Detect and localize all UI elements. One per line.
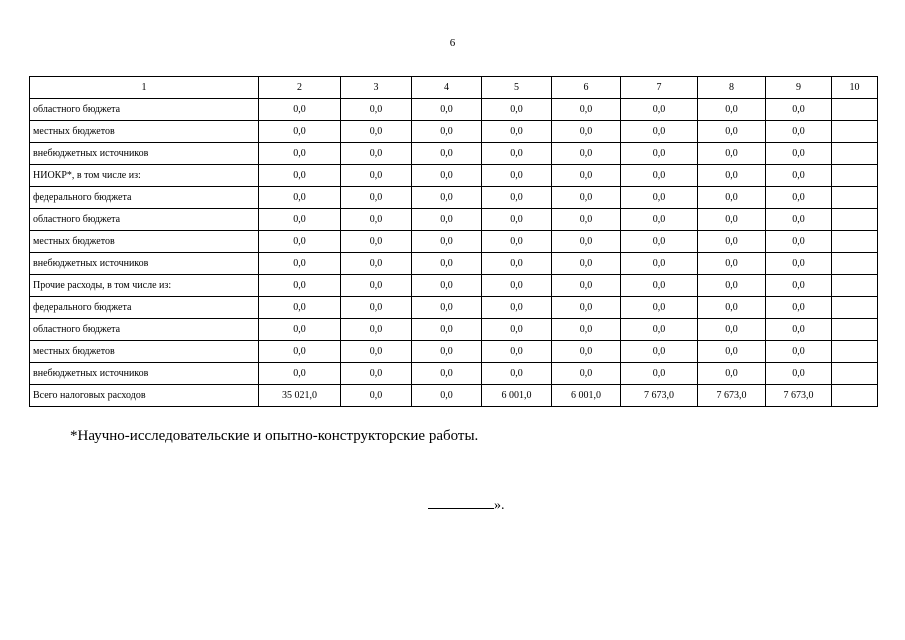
column-header: 10 (832, 77, 878, 99)
table-cell: 0,0 (552, 165, 621, 187)
column-header: 6 (552, 77, 621, 99)
table-cell: 0,0 (412, 231, 482, 253)
table-cell-empty (832, 363, 878, 385)
table-cell: 0,0 (412, 341, 482, 363)
table-row (30, 209, 878, 231)
table-cell-empty (832, 99, 878, 121)
row-label: местных бюджетов (30, 231, 259, 253)
table-cell: 0,0 (621, 253, 698, 275)
table-cell: 0,0 (621, 143, 698, 165)
closing-signature (428, 496, 505, 514)
table-cell: 0,0 (621, 187, 698, 209)
row-label: областного бюджета (30, 319, 259, 341)
table-cell: 0,0 (698, 297, 766, 319)
table-cell: 0,0 (341, 275, 412, 297)
table-cell: 0,0 (621, 99, 698, 121)
table-cell: 0,0 (698, 187, 766, 209)
table-cell-empty (832, 319, 878, 341)
row-label: местных бюджетов (30, 341, 259, 363)
table-cell: 0,0 (698, 275, 766, 297)
row-label: местных бюджетов (30, 121, 259, 143)
table-cell: 0,0 (482, 253, 552, 275)
footnote: *Научно-исследовательские и опытно-конструкторские работы. (70, 428, 479, 444)
table-cell: 0,0 (482, 99, 552, 121)
table-cell: 0,0 (412, 209, 482, 231)
table-cell: 0,0 (341, 385, 412, 407)
page-number: 6 (449, 37, 456, 49)
table-cell: 0,0 (259, 319, 341, 341)
table-cell: 0,0 (341, 341, 412, 363)
table-cell: 0,0 (621, 209, 698, 231)
row-label: внебюджетных источников (30, 253, 259, 275)
row-label: внебюджетных источников (30, 143, 259, 165)
table-cell: 0,0 (259, 275, 341, 297)
column-header: 5 (482, 77, 552, 99)
table-cell: 35 021,0 (259, 385, 341, 407)
row-label: внебюджетных источников (30, 363, 259, 385)
table-cell: 0,0 (766, 363, 832, 385)
table-cell: 0,0 (766, 187, 832, 209)
table-cell: 0,0 (552, 187, 621, 209)
table-cell: 0,0 (552, 275, 621, 297)
table-cell: 0,0 (552, 319, 621, 341)
table-cell-empty (832, 121, 878, 143)
table-cell: 0,0 (698, 341, 766, 363)
table-cell: 0,0 (341, 187, 412, 209)
table-cell: 0,0 (482, 231, 552, 253)
column-header: 1 (30, 77, 259, 99)
table-cell: 0,0 (259, 297, 341, 319)
table-cell: 0,0 (482, 143, 552, 165)
table-cell: 0,0 (621, 297, 698, 319)
table-cell: 0,0 (766, 121, 832, 143)
table-cell: 7 673,0 (698, 385, 766, 407)
row-label: Всего налоговых расходов (30, 385, 259, 407)
table-cell: 0,0 (766, 143, 832, 165)
table-row (30, 319, 878, 341)
table-cell: 0,0 (412, 297, 482, 319)
table-cell: 0,0 (259, 99, 341, 121)
table-cell: 0,0 (766, 297, 832, 319)
table-cell-empty (832, 297, 878, 319)
table-cell: 0,0 (698, 363, 766, 385)
table-row (30, 341, 878, 363)
table-cell: 0,0 (412, 385, 482, 407)
table-cell: 0,0 (552, 363, 621, 385)
table-row (30, 165, 878, 187)
row-label: НИОКР*, в том числе из: (30, 165, 259, 187)
column-header: 2 (259, 77, 341, 99)
table-cell-empty (832, 165, 878, 187)
table-cell: 0,0 (259, 341, 341, 363)
table-row (30, 253, 878, 275)
table-cell: 6 001,0 (552, 385, 621, 407)
table-cell: 0,0 (698, 209, 766, 231)
table-cell: 0,0 (698, 319, 766, 341)
table-cell: 0,0 (766, 165, 832, 187)
table-row (30, 231, 878, 253)
table-cell: 0,0 (412, 275, 482, 297)
table-cell: 0,0 (259, 165, 341, 187)
table-cell: 0,0 (766, 231, 832, 253)
table-cell: 0,0 (621, 165, 698, 187)
table-cell: 0,0 (412, 99, 482, 121)
table-cell-empty (832, 275, 878, 297)
table-cell-empty (832, 385, 878, 407)
table-cell-empty (832, 143, 878, 165)
table-cell: 0,0 (621, 363, 698, 385)
table-cell: 0,0 (259, 231, 341, 253)
table-cell: 0,0 (412, 165, 482, 187)
table-cell: 6 001,0 (482, 385, 552, 407)
table-cell: 0,0 (698, 231, 766, 253)
column-header: 8 (698, 77, 766, 99)
table-cell: 0,0 (341, 319, 412, 341)
row-label: федерального бюджета (30, 187, 259, 209)
table-cell: 0,0 (766, 341, 832, 363)
table-cell: 0,0 (259, 209, 341, 231)
table-row (30, 363, 878, 385)
table-row (30, 297, 878, 319)
table-cell: 0,0 (552, 341, 621, 363)
closing-mark: ». (494, 498, 505, 513)
table-cell-empty (832, 253, 878, 275)
table-cell: 0,0 (552, 99, 621, 121)
table-cell: 0,0 (482, 341, 552, 363)
row-label: Прочие расходы, в том числе из: (30, 275, 259, 297)
column-header: 4 (412, 77, 482, 99)
table-cell: 7 673,0 (621, 385, 698, 407)
row-label: областного бюджета (30, 209, 259, 231)
table-cell: 0,0 (552, 121, 621, 143)
table-row (30, 143, 878, 165)
table-cell: 0,0 (412, 319, 482, 341)
table-row (30, 275, 878, 297)
table-cell-empty (832, 341, 878, 363)
row-label: федерального бюджета (30, 297, 259, 319)
table-cell: 0,0 (482, 187, 552, 209)
table-row (30, 385, 878, 407)
table-cell: 0,0 (341, 297, 412, 319)
table-cell: 0,0 (766, 275, 832, 297)
table-cell: 0,0 (259, 253, 341, 275)
budget-table (29, 76, 878, 407)
table-cell: 7 673,0 (766, 385, 832, 407)
table-cell: 0,0 (341, 231, 412, 253)
table-cell: 0,0 (552, 253, 621, 275)
column-header: 9 (766, 77, 832, 99)
table-cell: 0,0 (482, 319, 552, 341)
table-cell: 0,0 (259, 121, 341, 143)
table-cell: 0,0 (412, 143, 482, 165)
table-cell: 0,0 (766, 253, 832, 275)
table-cell: 0,0 (341, 165, 412, 187)
table-cell: 0,0 (341, 143, 412, 165)
column-header: 3 (341, 77, 412, 99)
table-cell: 0,0 (482, 297, 552, 319)
table-cell: 0,0 (552, 143, 621, 165)
table-cell: 0,0 (482, 275, 552, 297)
table-cell: 0,0 (552, 231, 621, 253)
table-cell: 0,0 (552, 297, 621, 319)
table-cell: 0,0 (412, 121, 482, 143)
table-cell: 0,0 (621, 121, 698, 143)
table-cell-empty (832, 209, 878, 231)
table-header-row (30, 77, 878, 99)
table-cell: 0,0 (621, 319, 698, 341)
table-cell-empty (832, 231, 878, 253)
table-cell: 0,0 (482, 165, 552, 187)
table-cell: 0,0 (341, 363, 412, 385)
table-cell: 0,0 (766, 209, 832, 231)
table-cell-empty (832, 187, 878, 209)
table-cell: 0,0 (341, 121, 412, 143)
table-row (30, 121, 878, 143)
table-cell: 0,0 (412, 363, 482, 385)
table-cell: 0,0 (552, 209, 621, 231)
table-cell: 0,0 (482, 121, 552, 143)
row-label: областного бюджета (30, 99, 259, 121)
table-cell: 0,0 (698, 99, 766, 121)
table-cell: 0,0 (412, 253, 482, 275)
table-cell: 0,0 (259, 187, 341, 209)
table-cell: 0,0 (341, 209, 412, 231)
table-cell: 0,0 (621, 231, 698, 253)
table-cell: 0,0 (259, 363, 341, 385)
table-cell: 0,0 (766, 319, 832, 341)
table-cell: 0,0 (766, 99, 832, 121)
table-cell: 0,0 (482, 209, 552, 231)
table-cell: 0,0 (621, 275, 698, 297)
column-header: 7 (621, 77, 698, 99)
table-cell: 0,0 (259, 143, 341, 165)
table-cell: 0,0 (698, 121, 766, 143)
table-cell: 0,0 (341, 253, 412, 275)
table-cell: 0,0 (698, 253, 766, 275)
table-cell: 0,0 (698, 165, 766, 187)
table-row (30, 187, 878, 209)
table-cell: 0,0 (482, 363, 552, 385)
table-cell: 0,0 (698, 143, 766, 165)
signature-line (428, 496, 494, 509)
table-cell: 0,0 (621, 341, 698, 363)
table-row (30, 99, 878, 121)
table-cell: 0,0 (412, 187, 482, 209)
table-cell: 0,0 (341, 99, 412, 121)
